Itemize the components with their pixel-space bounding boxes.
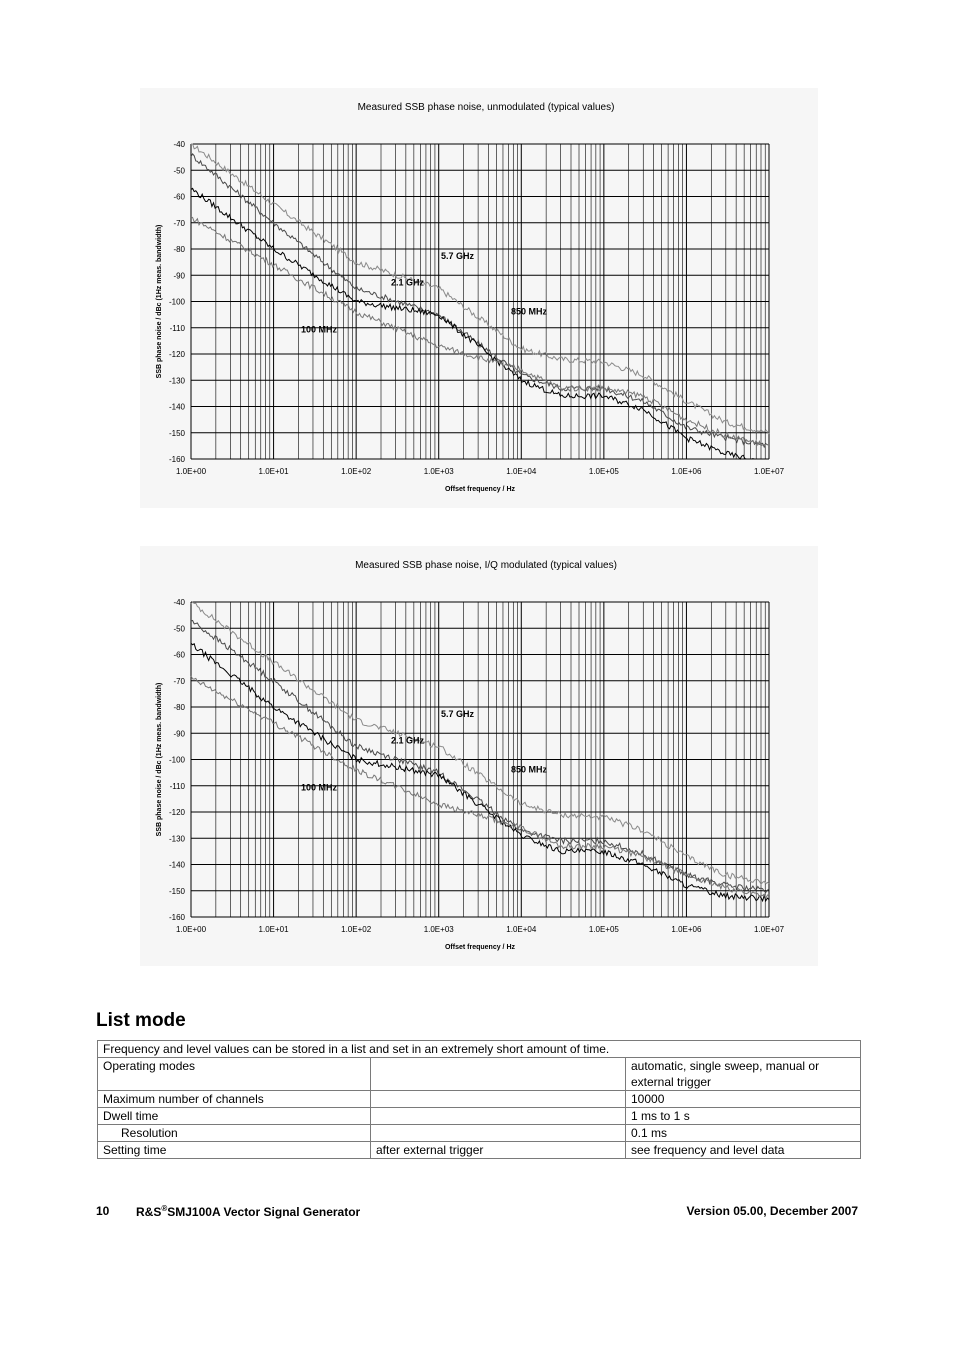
chart-svg-unmodulated	[140, 88, 818, 508]
table-cell	[371, 1058, 626, 1091]
y-tick-label: -150	[168, 886, 185, 896]
x-tick-label: 1.0E+02	[341, 925, 372, 934]
chart-svg-iq-modulated	[140, 546, 818, 966]
x-tick-label: 1.0E+02	[341, 467, 372, 476]
chart-title: Measured SSB phase noise, unmodulated (typical values)	[357, 102, 615, 113]
x-tick-label: 1.0E+03	[423, 467, 454, 476]
y-tick-label: -60	[173, 650, 185, 660]
series-line	[191, 621, 769, 893]
x-tick-label: 1.0E+06	[671, 925, 702, 934]
x-tick-label: 1.0E+05	[588, 925, 619, 934]
series-line	[191, 144, 769, 434]
phase-noise-chart-unmodulated	[140, 88, 818, 508]
y-axis-label: SSB phase noise / dBc (1Hz meas. bandwidth)	[156, 682, 163, 837]
footer-version: Version 05.00, December 2007	[686, 1204, 858, 1218]
y-tick-label: -70	[173, 676, 185, 686]
x-tick-label: 1.0E+04	[506, 925, 537, 934]
table-cell: after external trigger	[371, 1142, 626, 1159]
y-tick-label: -110	[169, 781, 185, 791]
x-tick-label: 1.0E+07	[753, 925, 785, 934]
y-tick-label: -140	[168, 402, 185, 412]
x-tick-label: 1.0E+00	[175, 467, 207, 476]
y-tick-label: -120	[168, 808, 185, 817]
y-tick-label: -160	[168, 913, 185, 922]
series-label: 100 MHz	[301, 782, 338, 793]
series-label: 850 MHz	[511, 764, 548, 775]
series-label: 100 MHz	[301, 324, 338, 335]
registered-mark: ®	[161, 1204, 168, 1213]
table-cell: 0.1 ms	[626, 1125, 861, 1142]
table-row	[98, 1125, 861, 1142]
x-tick-label: 1.0E+01	[258, 467, 289, 476]
series-line	[191, 643, 769, 901]
table-cell: Maximum number of channels	[98, 1091, 371, 1108]
x-tick-label: 1.0E+06	[671, 467, 702, 476]
footer-brand: R&S	[136, 1205, 162, 1219]
table-cell: automatic, single sweep, manual or external trigger	[626, 1058, 861, 1091]
y-tick-label: -160	[168, 455, 185, 464]
table-cell	[371, 1125, 626, 1142]
y-tick-label: -50	[173, 166, 185, 176]
y-tick-label: -90	[173, 271, 185, 281]
phase-noise-chart-iq-modulated	[140, 546, 818, 966]
table-cell: 10000	[626, 1091, 861, 1108]
table-cell: Operating modes	[98, 1058, 371, 1091]
series-label: 2.1 GHz	[391, 277, 425, 288]
footer-page-number: 10	[96, 1204, 110, 1218]
y-tick-label: -80	[173, 703, 185, 712]
table-cell: see frequency and level data	[626, 1142, 861, 1159]
x-tick-label: 1.0E+05	[588, 467, 619, 476]
table-cell: Dwell time	[98, 1108, 371, 1125]
table-cell	[371, 1108, 626, 1125]
table-cell	[371, 1091, 626, 1108]
y-axis-label: SSB phase noise / dBc (1Hz meas. bandwidth)	[156, 224, 163, 379]
x-tick-label: 1.0E+07	[753, 467, 785, 476]
table-cell: Resolution	[98, 1125, 371, 1142]
table-row	[98, 1142, 861, 1159]
x-tick-label: 1.0E+04	[506, 467, 537, 476]
x-tick-label: 1.0E+03	[423, 925, 454, 934]
x-axis-label: Offset frequency / Hz	[444, 486, 516, 493]
footer-product-name: SMJ100A Vector Signal Generator	[167, 1205, 361, 1219]
table-row	[98, 1108, 861, 1125]
series-line	[191, 188, 769, 459]
y-tick-label: -120	[168, 350, 185, 359]
y-tick-label: -60	[173, 192, 185, 202]
series-label: 850 MHz	[511, 306, 548, 317]
list-mode-table	[97, 1040, 861, 1159]
table-row	[98, 1091, 861, 1108]
y-tick-label: -80	[173, 245, 185, 254]
table-row	[98, 1058, 861, 1091]
y-tick-label: -40	[173, 140, 185, 149]
y-tick-label: -50	[173, 624, 185, 634]
series-line	[191, 154, 769, 447]
series-label: 5.7 GHz	[441, 709, 475, 720]
x-axis-label: Offset frequency / Hz	[444, 944, 516, 951]
table-cell: Setting time	[98, 1142, 371, 1159]
series-line	[191, 217, 769, 446]
table-intro: Frequency and level values can be stored in a list and set in an extremely short amount of time.	[98, 1041, 861, 1058]
y-tick-label: -90	[173, 729, 185, 739]
chart-title: Measured SSB phase noise, I/Q modulated (typical values)	[355, 560, 617, 571]
y-tick-label: -130	[168, 834, 185, 844]
table-row	[98, 1041, 861, 1058]
series-line	[191, 602, 769, 884]
x-tick-label: 1.0E+00	[175, 925, 207, 934]
y-tick-label: -40	[173, 598, 185, 607]
x-tick-label: 1.0E+01	[258, 925, 289, 934]
y-tick-label: -140	[168, 860, 185, 870]
footer-product	[136, 1204, 360, 1219]
y-tick-label: -100	[168, 755, 185, 765]
y-tick-label: -70	[173, 218, 185, 228]
series-label: 5.7 GHz	[441, 251, 475, 262]
series-label: 2.1 GHz	[391, 735, 425, 746]
table-cell: 1 ms to 1 s	[626, 1108, 861, 1125]
y-tick-label: -110	[169, 323, 185, 333]
y-tick-label: -130	[168, 376, 185, 386]
section-title: List mode	[96, 1010, 186, 1031]
y-tick-label: -100	[168, 297, 185, 307]
y-tick-label: -150	[168, 428, 185, 438]
